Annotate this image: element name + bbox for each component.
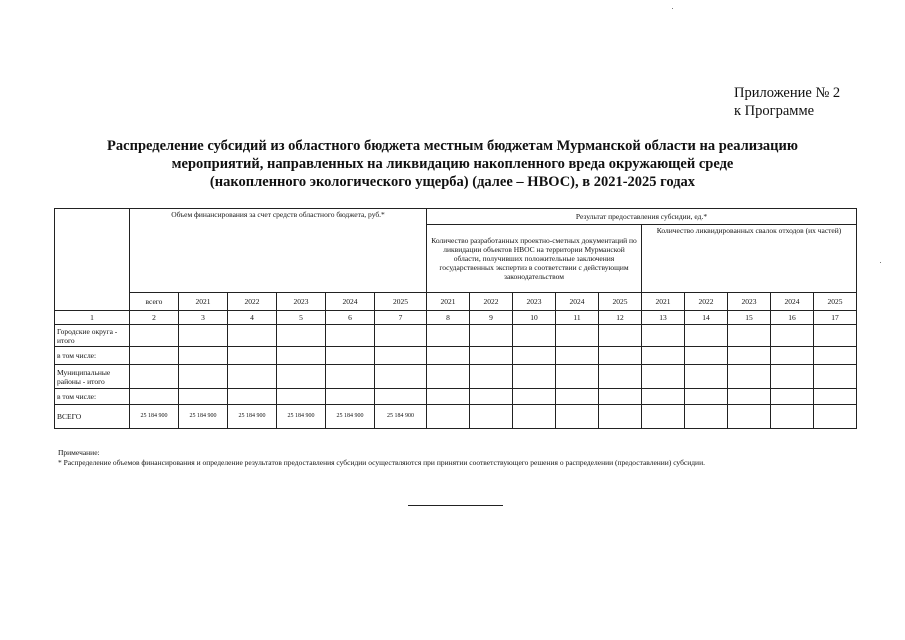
- header-financing: Объем финансирования за счет средств областного бюджета, руб.*: [130, 209, 427, 293]
- appendix-label: [734, 84, 840, 120]
- table-cell: [277, 347, 326, 365]
- table-cell: [814, 325, 857, 347]
- closing-rule: [408, 505, 503, 506]
- table-cell: [642, 405, 685, 429]
- column-number: 6: [326, 311, 375, 325]
- table-cell: [685, 365, 728, 389]
- column-number: 3: [179, 311, 228, 325]
- header-projects-year: 2024: [556, 293, 599, 311]
- table-cell: 25 184 900: [179, 405, 228, 429]
- table-cell: [728, 325, 771, 347]
- table-cell: [642, 347, 685, 365]
- table-cell: [130, 325, 179, 347]
- column-number: 5: [277, 311, 326, 325]
- header-corner: [55, 209, 130, 311]
- table-cell: [179, 365, 228, 389]
- scan-speck: [672, 8, 673, 9]
- scan-speck: [880, 262, 881, 263]
- table-cell: [599, 365, 642, 389]
- column-number: 4: [228, 311, 277, 325]
- table-cell: [728, 347, 771, 365]
- table-cell: [130, 347, 179, 365]
- table-cell: [642, 365, 685, 389]
- table-cell: [513, 389, 556, 405]
- row-label: в том числе:: [55, 347, 130, 365]
- row-label: в том числе:: [55, 389, 130, 405]
- header-projects-year: 2021: [427, 293, 470, 311]
- table-cell: [642, 389, 685, 405]
- header-financing-year: всего: [130, 293, 179, 311]
- table-cell: [326, 347, 375, 365]
- table-cell: [470, 347, 513, 365]
- table-cell: [771, 365, 814, 389]
- table-cell: [427, 347, 470, 365]
- table-cell: [326, 389, 375, 405]
- table-cell: [326, 365, 375, 389]
- column-number: 2: [130, 311, 179, 325]
- title-line-3: (накопленного экологического ущерба) (далее – НВОС), в 2021-2025 годах: [209, 174, 696, 190]
- table-cell: [771, 325, 814, 347]
- header-financing-year: 2021: [179, 293, 228, 311]
- table-cell: [179, 325, 228, 347]
- table-cell: [277, 325, 326, 347]
- header-projects: Количество разработанных проектно-сметных документаций по ликвидации объектов НВОС на территории Мурманской области, получивших положительные заключения государственных экспертиз в соответствии с действующим законодательством: [427, 225, 642, 293]
- table-cell: [814, 347, 857, 365]
- header-financing-year: 2023: [277, 293, 326, 311]
- column-number: 9: [470, 311, 513, 325]
- table-cell: [556, 325, 599, 347]
- table-cell: [599, 347, 642, 365]
- row-label: ВСЕГО: [55, 405, 130, 429]
- table-cell: [427, 405, 470, 429]
- table-cell: 25 184 900: [326, 405, 375, 429]
- table-row: [55, 325, 857, 347]
- header-dumps: Количество ликвидированных свалок отходов (их частей): [642, 225, 857, 293]
- table-row: [55, 347, 857, 365]
- table-cell: [179, 347, 228, 365]
- table-cell: [814, 389, 857, 405]
- column-number: 15: [728, 311, 771, 325]
- table-cell: [375, 365, 427, 389]
- table-cell: [814, 365, 857, 389]
- table-cell: [427, 365, 470, 389]
- table-cell: [642, 325, 685, 347]
- table-cell: [771, 347, 814, 365]
- table-cell: 25 184 900: [130, 405, 179, 429]
- table-cell: [556, 389, 599, 405]
- table-cell: [771, 405, 814, 429]
- table-cell: [556, 347, 599, 365]
- title-line-1: Распределение субсидий из областного бюджета местным бюджетам Мурманской области на реализацию: [107, 138, 798, 154]
- notes-heading: Примечание:: [58, 448, 100, 457]
- table-cell: [326, 325, 375, 347]
- table-cell: [685, 325, 728, 347]
- table-cell: [130, 365, 179, 389]
- column-number: 11: [556, 311, 599, 325]
- header-financing-year: 2024: [326, 293, 375, 311]
- column-number: 13: [642, 311, 685, 325]
- table-cell: [130, 389, 179, 405]
- header-dumps-year: 2022: [685, 293, 728, 311]
- table-cell: [228, 365, 277, 389]
- table-cell: [228, 389, 277, 405]
- column-number: 14: [685, 311, 728, 325]
- table-cell: [513, 325, 556, 347]
- table-cell: [513, 365, 556, 389]
- table-cell: [470, 365, 513, 389]
- table-cell: 25 184 900: [277, 405, 326, 429]
- header-result: Результат предоставления субсидии, ед.*: [427, 209, 857, 225]
- table-cell: [427, 325, 470, 347]
- table-cell: [179, 389, 228, 405]
- table-cell: [513, 347, 556, 365]
- table-cell: [375, 347, 427, 365]
- header-projects-year: 2023: [513, 293, 556, 311]
- table-cell: [556, 365, 599, 389]
- table-cell: [728, 365, 771, 389]
- title-line-2: мероприятий, направленных на ликвидацию накопленного вреда окружающей среде: [171, 156, 734, 172]
- table-cell: 25 184 900: [228, 405, 277, 429]
- column-number: 8: [427, 311, 470, 325]
- table-cell: [375, 325, 427, 347]
- table-cell: [513, 405, 556, 429]
- table-cell: [685, 347, 728, 365]
- row-label: Муниципальные районы - итого: [55, 365, 130, 389]
- table-cell: [375, 389, 427, 405]
- notes-text: * Распределение объемов финансирования и определение результатов предоставления субсидии осуществляются при принятии соответствующего решения о распределении (предоставлении) субсидии.: [58, 457, 705, 467]
- header-dumps-year: 2024: [771, 293, 814, 311]
- header-financing-year: 2022: [228, 293, 277, 311]
- header-dumps-year: 2025: [814, 293, 857, 311]
- header-projects-year: 2022: [470, 293, 513, 311]
- table-cell: [470, 405, 513, 429]
- header-dumps-year: 2021: [642, 293, 685, 311]
- table-cell: [599, 325, 642, 347]
- document-title: [40, 137, 865, 191]
- table-cell: [470, 325, 513, 347]
- table-cell: [277, 389, 326, 405]
- column-number: 7: [375, 311, 427, 325]
- table-cell: [728, 405, 771, 429]
- row-label: Городские округа - итого: [55, 325, 130, 347]
- notes: [58, 448, 705, 467]
- header-dumps-year: 2023: [728, 293, 771, 311]
- table-cell: [470, 389, 513, 405]
- table-cell: [599, 389, 642, 405]
- table-cell: [771, 389, 814, 405]
- table-cell: [728, 389, 771, 405]
- table-cell: [277, 365, 326, 389]
- column-number: 12: [599, 311, 642, 325]
- table-cell: [599, 405, 642, 429]
- table-cell: [685, 405, 728, 429]
- table-cell: [228, 325, 277, 347]
- header-financing-year: 2025: [375, 293, 427, 311]
- appendix-number: Приложение № 2: [734, 85, 841, 101]
- column-number: 16: [771, 311, 814, 325]
- table-cell: [685, 389, 728, 405]
- table-cell: [427, 389, 470, 405]
- table-cell: [814, 405, 857, 429]
- table-row: [55, 365, 857, 389]
- column-number: 10: [513, 311, 556, 325]
- table-row: [55, 405, 857, 429]
- column-number: 17: [814, 311, 857, 325]
- table-cell: 25 184 900: [375, 405, 427, 429]
- table-row: [55, 389, 857, 405]
- column-number: 1: [55, 311, 130, 325]
- table-cell: [228, 347, 277, 365]
- header-projects-year: 2025: [599, 293, 642, 311]
- subsidy-table: [54, 208, 857, 429]
- appendix-program: к Программе: [734, 103, 815, 119]
- table-cell: [556, 405, 599, 429]
